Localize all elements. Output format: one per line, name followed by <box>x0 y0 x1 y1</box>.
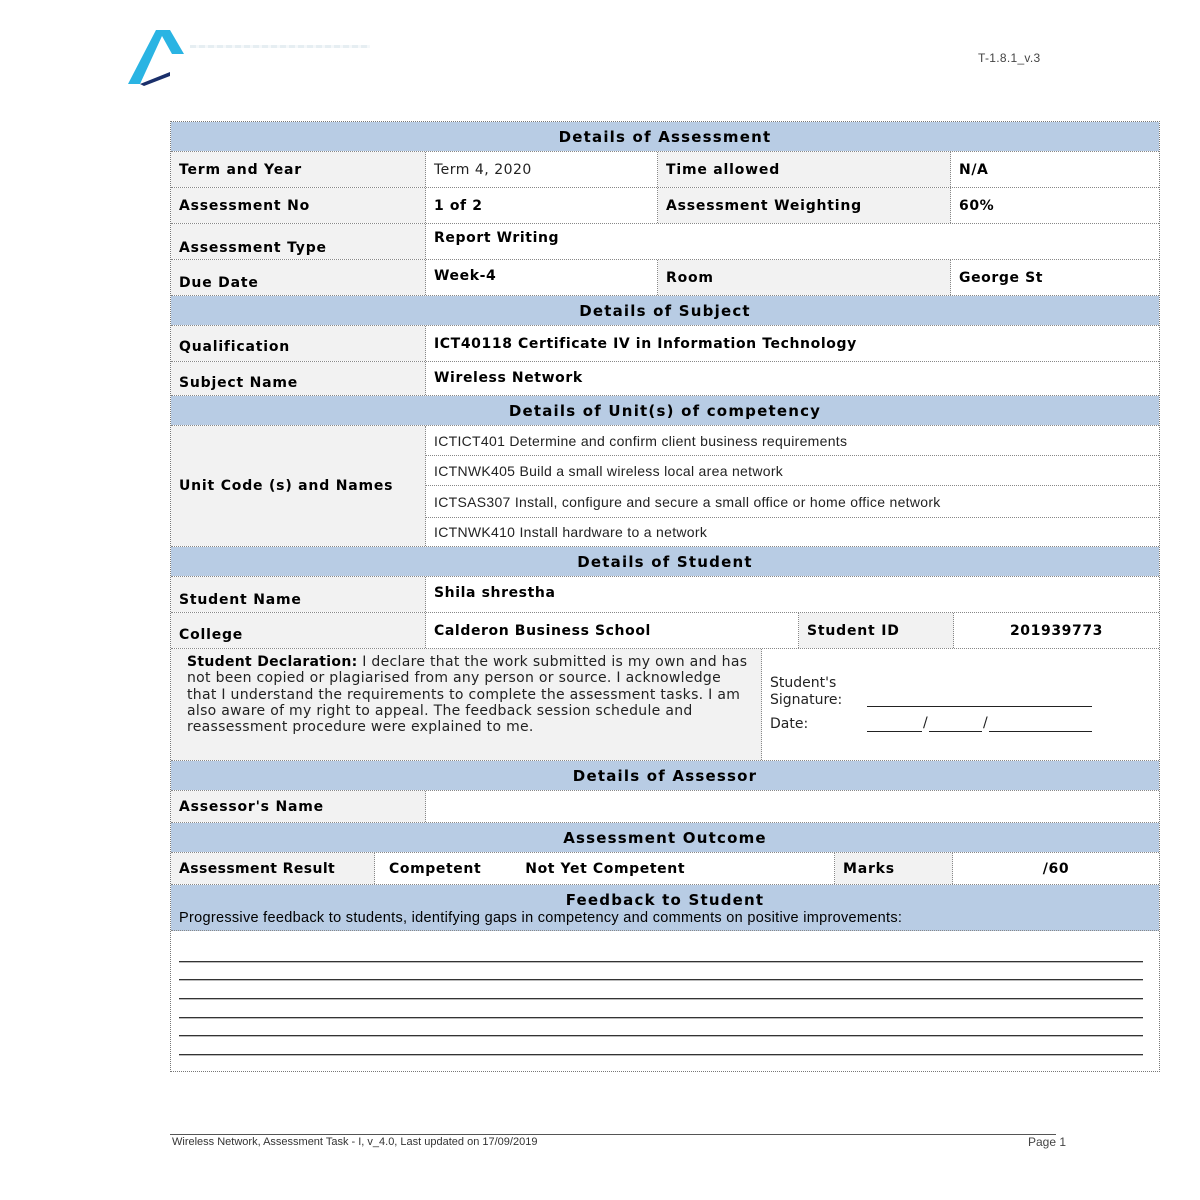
row-qualification <box>171 326 1159 362</box>
assessor-name-field[interactable] <box>426 791 1159 822</box>
section-title: Details of Assessment <box>171 122 1159 151</box>
not-yet-competent-option[interactable]: Not Yet Competent <box>525 860 686 877</box>
marks-value[interactable]: /60 <box>953 853 1159 884</box>
section-title: Details of Subject <box>171 296 1159 325</box>
room-label: Room <box>658 260 951 295</box>
weighting-label: Assessment Weighting <box>658 188 951 223</box>
qualification-value: ICT40118 Certificate IV in Information Technology <box>426 326 1159 361</box>
subject-name-label: Subject Name <box>171 362 426 395</box>
units-block <box>171 426 1159 547</box>
student-id-value: 201939773 <box>954 613 1159 648</box>
feedback-line[interactable] <box>179 1035 1143 1037</box>
row-term <box>171 152 1159 188</box>
signature-block <box>762 649 1159 760</box>
row-assessment-no <box>171 188 1159 224</box>
row-due-date <box>171 260 1159 296</box>
unit-list <box>426 426 1159 546</box>
unit-item: ICTSAS307 Install, configure and secure a small office or home office network <box>426 486 1159 518</box>
row-student-name <box>171 577 1159 613</box>
date-day-field[interactable] <box>867 731 922 732</box>
due-date-value: Week-4 <box>426 260 658 295</box>
student-id-label: Student ID <box>799 613 954 648</box>
time-allowed-value: N/A <box>951 152 1159 187</box>
date-separator: / <box>983 715 988 731</box>
weighting-value: 60% <box>951 188 1159 223</box>
section-header-units <box>171 396 1159 426</box>
assessment-type-value: Report Writing <box>426 224 1159 259</box>
feedback-subtitle: Progressive feedback to students, identifying gaps in competency and comments on positive improvements: <box>179 910 903 926</box>
declaration-text: I declare that the work submitted is my own and has not been copied or plagiarised from any person or source. I acknowledge that I understand the requirements to complete the assessment tasks. I am also aware of my right to appeal. The feedback session schedule and reassessment procedure were explained to me. <box>187 654 748 736</box>
result-options <box>375 853 835 884</box>
footer-document-info: Wireless Network, Assessment Task - I, v_4.0, Last updated on 17/09/2019 <box>172 1136 538 1148</box>
feedback-line[interactable] <box>179 979 1143 981</box>
row-college <box>171 613 1159 649</box>
footer-divider <box>170 1134 1056 1135</box>
section-title: Details of Assessor <box>171 761 1159 790</box>
assessment-no-value: 1 of 2 <box>426 188 658 223</box>
assessment-no-label: Assessment No <box>171 188 426 223</box>
section-header-assessment <box>171 122 1159 152</box>
student-declaration <box>171 649 762 760</box>
section-title: Assessment Outcome <box>171 823 1159 852</box>
feedback-line[interactable] <box>179 961 1143 963</box>
time-allowed-label: Time allowed <box>658 152 951 187</box>
page-number: Page 1 <box>1028 1135 1067 1149</box>
qualification-label: Qualification <box>171 326 426 361</box>
row-assessment-result <box>171 853 1159 885</box>
assessment-result-label: Assessment Result <box>171 853 375 884</box>
section-header-outcome <box>171 823 1159 853</box>
institution-logo-icon <box>126 28 188 86</box>
feedback-line[interactable] <box>179 1054 1143 1056</box>
college-label: College <box>171 613 426 648</box>
row-subject-name <box>171 362 1159 396</box>
marks-label: Marks <box>835 853 953 884</box>
assessment-cover-form <box>170 121 1160 1072</box>
term-label: Term and Year <box>171 152 426 187</box>
subject-name-value: Wireless Network <box>426 362 1159 395</box>
due-date-label: Due Date <box>171 260 426 295</box>
unit-item: ICTNWK410 Install hardware to a network <box>434 524 708 540</box>
term-value: Term 4, 2020 <box>426 152 658 187</box>
date-year-field[interactable] <box>989 731 1092 732</box>
assessor-name-label: Assessor's Name <box>171 791 426 822</box>
unit-item: ICTICT401 Determine and confirm client business requirements <box>426 426 1159 456</box>
logo-tagline <box>190 45 370 48</box>
unit-item: ICTNWK405 Build a small wireless local area network <box>426 456 1159 486</box>
signature-label: Student's Signature: <box>770 675 843 708</box>
signature-field[interactable] <box>867 706 1092 707</box>
competent-option[interactable]: Competent <box>389 860 482 877</box>
section-title: Details of Unit(s) of competency <box>171 396 1159 425</box>
college-value: Calderon Business School <box>426 613 799 648</box>
feedback-line[interactable] <box>179 1017 1143 1019</box>
student-name-label: Student Name <box>171 577 426 612</box>
student-name-value: Shila shrestha <box>426 577 1159 612</box>
room-value: George St <box>951 260 1159 295</box>
section-header-assessor <box>171 761 1159 791</box>
row-assessment-type <box>171 224 1159 260</box>
date-label: Date: <box>770 716 809 732</box>
declaration-heading: Student Declaration: <box>187 654 358 670</box>
document-code: T-1.8.1_v.3 <box>978 51 1041 65</box>
section-title: Details of Student <box>171 547 1159 576</box>
student-declaration-row <box>171 649 1159 761</box>
unit-codes-label: Unit Code (s) and Names <box>171 426 426 546</box>
section-header-feedback <box>171 885 1159 931</box>
row-assessor-name <box>171 791 1159 823</box>
section-header-subject <box>171 296 1159 326</box>
section-title: Feedback to Student <box>565 891 765 909</box>
section-header-student <box>171 547 1159 577</box>
feedback-area[interactable] <box>171 931 1159 1071</box>
assessment-type-label: Assessment Type <box>171 224 426 259</box>
date-month-field[interactable] <box>929 731 982 732</box>
feedback-line[interactable] <box>179 998 1143 1000</box>
date-separator: / <box>923 715 928 731</box>
